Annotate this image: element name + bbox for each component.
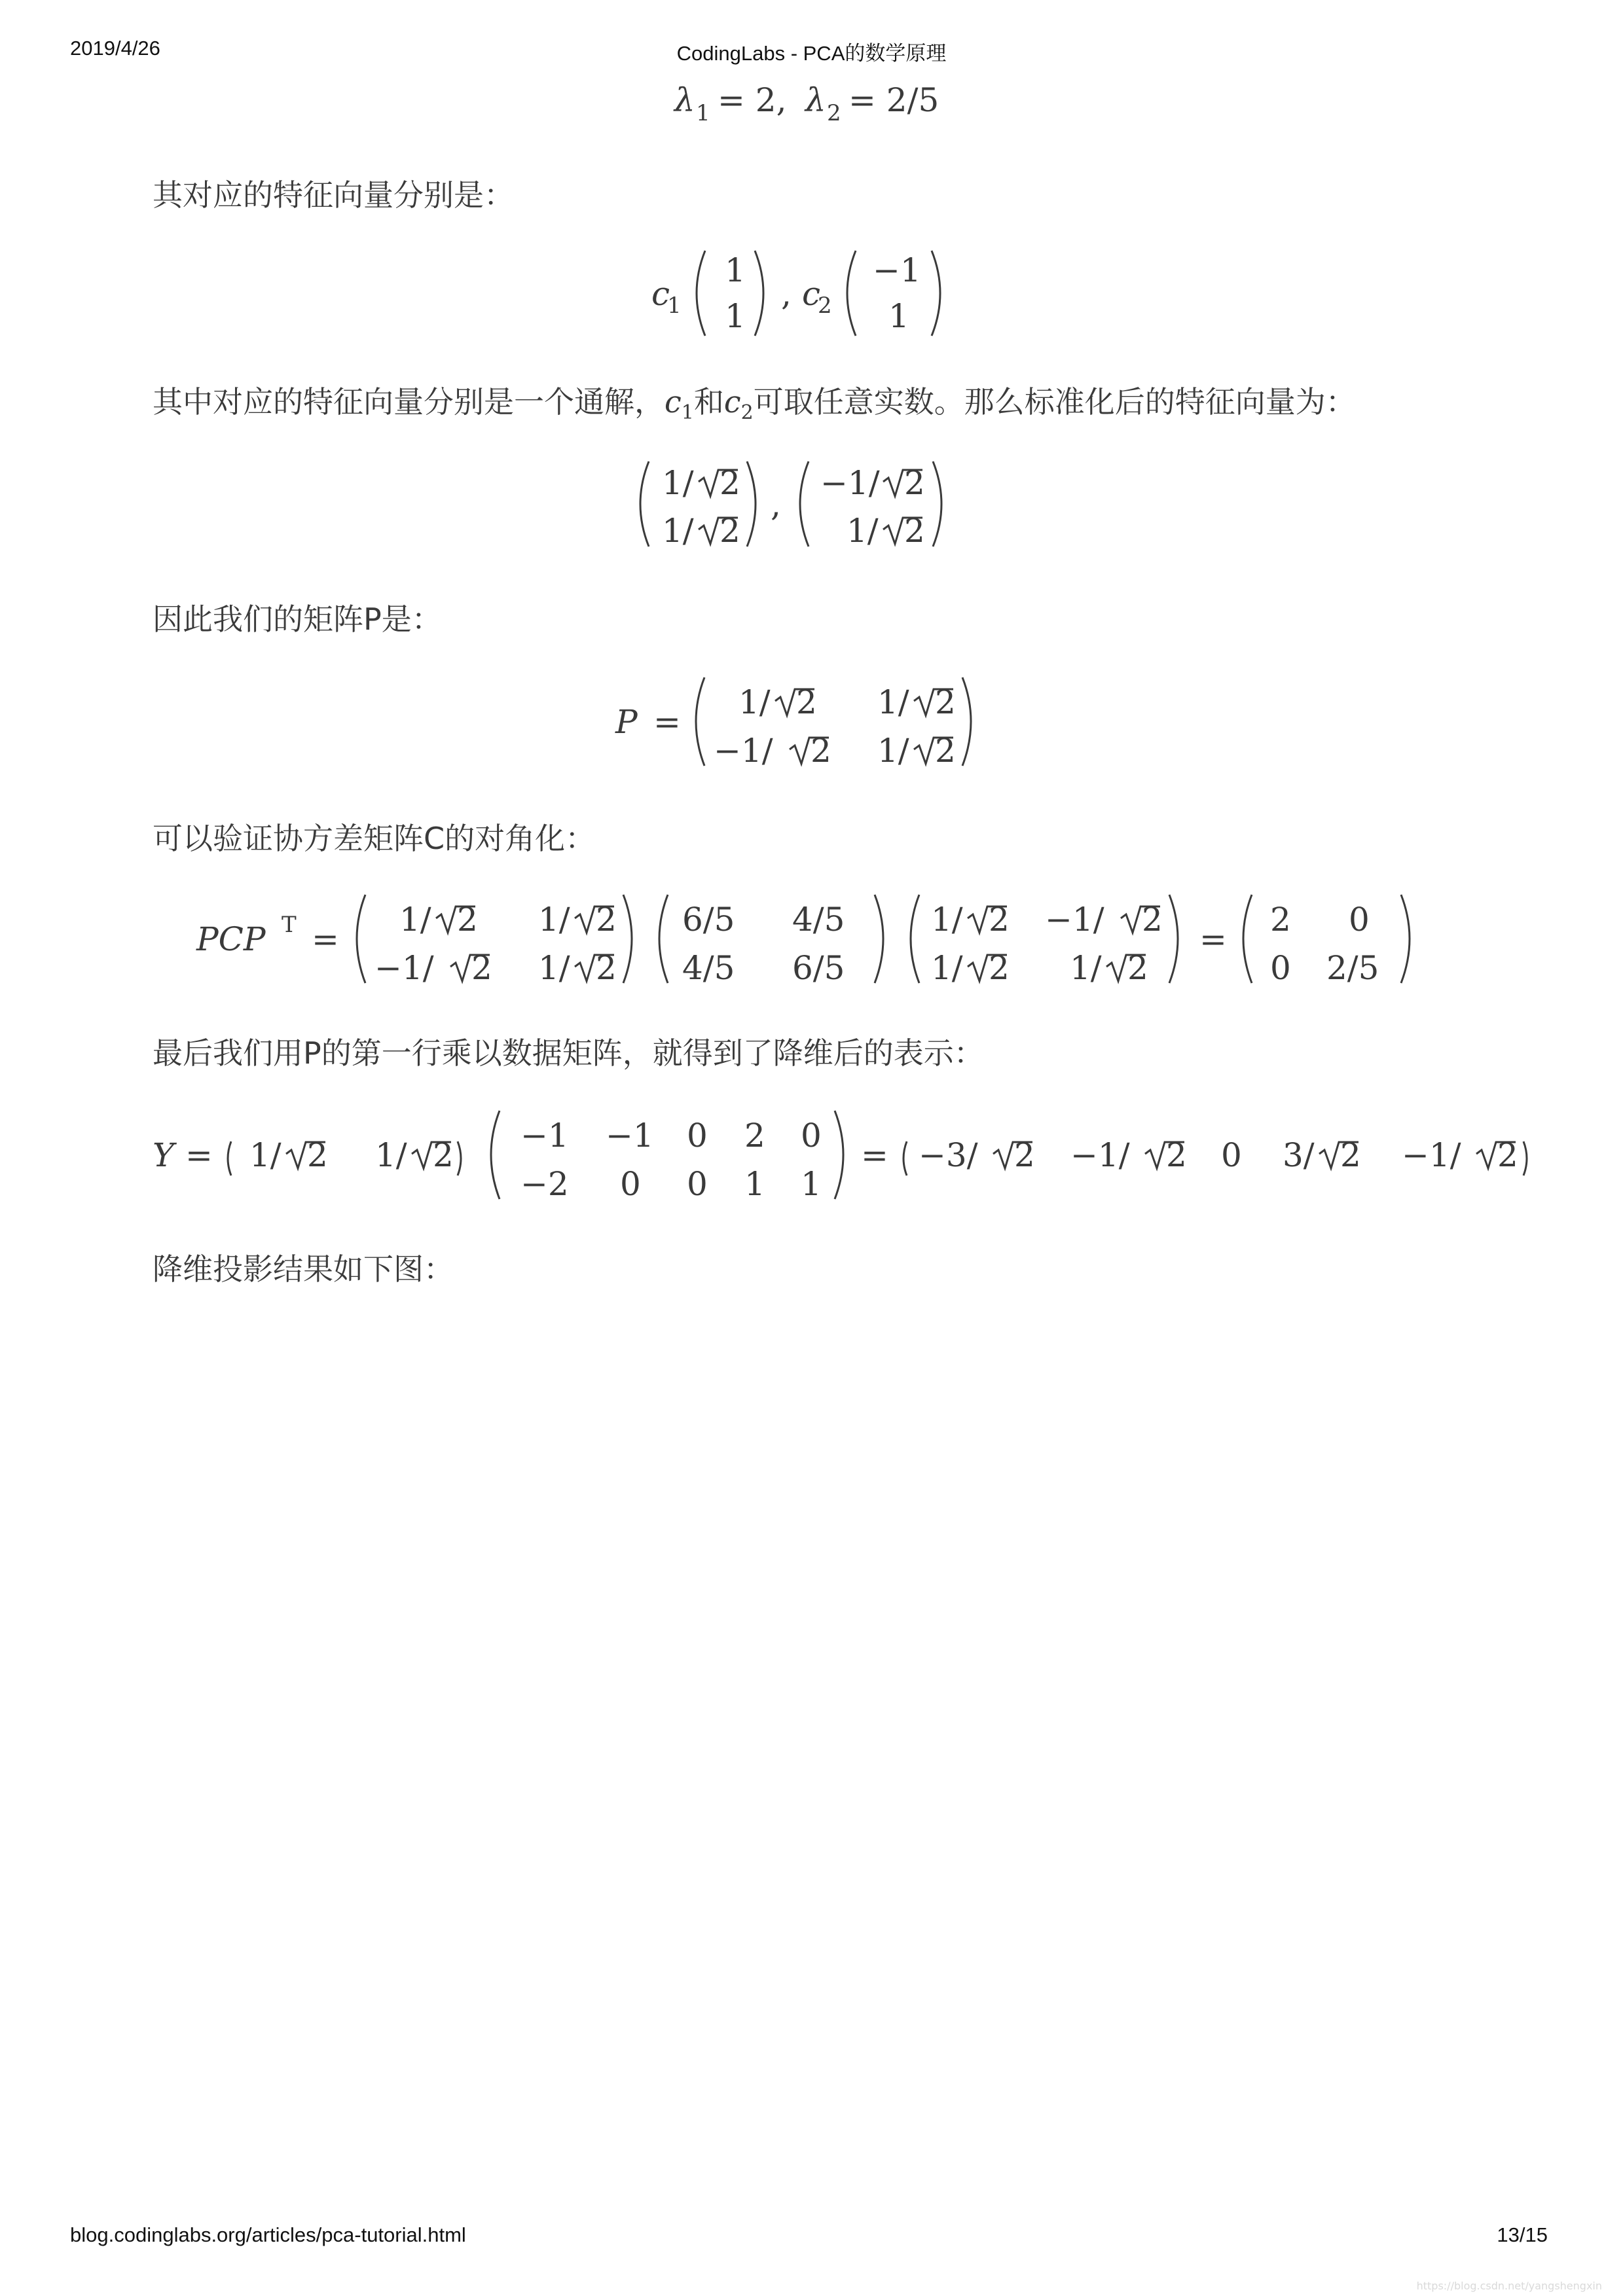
eigenvalue-1: = 2,	[718, 81, 787, 119]
inline-c1: $c_1$	[665, 384, 694, 425]
diag-m3-r2c1-radicand: 2	[989, 949, 1010, 987]
general-solution-b: 可取任意实数。那么标准化后的特征向量为：	[753, 384, 1356, 420]
reduce-data-r2c5: 1	[801, 1165, 822, 1203]
reduce-result-left-paren	[903, 1141, 907, 1175]
diag-eq-1: =	[312, 920, 339, 958]
matrix-p-left-paren	[696, 677, 704, 766]
c2-sub: 2	[818, 293, 832, 319]
reduce-row-right-paren	[458, 1141, 461, 1175]
nvec1-left-paren	[640, 461, 649, 547]
nvec2-bottom: 1/	[847, 512, 879, 550]
nvec2-top: −1/	[820, 464, 880, 502]
vec2-right-paren	[932, 251, 940, 336]
diag-m1-r1c2-radicand: 2	[596, 901, 617, 939]
diag-m3-right-paren	[1169, 895, 1178, 983]
reduce-result-c5-radicand: 2	[1497, 1136, 1518, 1174]
general-solution-a: 其中对应的特征向量分别是一个通解，	[153, 384, 665, 420]
diag-result-left-paren	[1243, 895, 1252, 983]
footer-url: blog.codinglabs.org/articles/pca-tutorial.html	[70, 2223, 466, 2246]
eigenvalue-2: = 2/5	[848, 81, 939, 119]
reduce-row-c2: 1/	[375, 1136, 407, 1174]
reduce-row-c2-radicand: 2	[433, 1136, 454, 1174]
inline-c2: $c_2$	[723, 384, 754, 425]
eigenvectors-formula	[651, 247, 959, 346]
diag-m1-right-paren	[623, 895, 632, 983]
reduce-data-r1c5: 0	[801, 1117, 822, 1155]
matrix-p-r1c1: 1/	[739, 683, 771, 721]
verify-intro: 可以验证协方差矩阵C的对角化：	[153, 821, 596, 856]
reduce-eq-2: =	[861, 1136, 888, 1174]
reduce-result-c1: −3/	[919, 1136, 978, 1174]
diag-m3-r1c2: −1/	[1045, 901, 1104, 939]
reduce-data-r1c4: 2	[744, 1117, 765, 1155]
reduce-result-c1-radicand: 2	[1014, 1136, 1035, 1174]
nvec-comma: ,	[771, 486, 781, 524]
diag-m2-left-paren	[659, 895, 668, 983]
diag-m3-r1c1: 1/	[931, 901, 963, 939]
matrix-p-r2c2: 1/	[877, 732, 909, 770]
diag-m2-r2c1: 4/5	[682, 949, 735, 987]
diag-transpose: T	[282, 912, 297, 938]
diag-m3-r2c2-radicand: 2	[1127, 949, 1148, 987]
nvec1-top: 1/	[662, 464, 694, 502]
diag-m1-r2c1: −1/	[374, 949, 434, 987]
diag-m1-left-paren	[357, 895, 365, 983]
matrix-p-formula	[615, 674, 1008, 776]
reduce-row-c1-radicand: 2	[307, 1136, 328, 1174]
diag-m3-r1c1-radicand: 2	[989, 901, 1010, 939]
matrix-p-r1c2-radicand: 2	[935, 683, 956, 721]
reduce-result-c2: −1/	[1070, 1136, 1130, 1174]
vec1-right-paren	[755, 251, 763, 336]
vec-comma: ,	[781, 275, 792, 313]
page-title: CodingLabs - PCA的数学原理	[676, 42, 947, 65]
reduce-eq-1: =	[185, 1136, 213, 1174]
diag-m2-r2c2: 6/5	[792, 949, 845, 987]
diag-m1-r2c2-radicand: 2	[596, 949, 617, 987]
normalized-vectors-formula	[630, 458, 997, 556]
diag-result-r1c1: 2	[1270, 901, 1291, 939]
nvec2-left-paren	[800, 461, 809, 547]
diag-m1-r1c2: 1/	[538, 901, 570, 939]
csdn-watermark: https://blog.csdn.net/yangshengxin	[1416, 2280, 1602, 2292]
print-date: 2019/4/26	[70, 37, 160, 60]
c1-var: c	[651, 275, 670, 313]
nvec2-top-radicand: 2	[904, 464, 925, 502]
vec1-bottom: 1	[725, 297, 746, 335]
reduce-intro: 最后我们用P的第一行乘以数据矩阵，就得到了降维后的表示：	[153, 1035, 984, 1071]
page-number: 13/15	[1497, 2223, 1548, 2246]
reduce-data-r2c1: −2	[520, 1165, 569, 1203]
reduce-lhs: Y	[153, 1136, 175, 1174]
diag-m3-r2c1: 1/	[931, 949, 963, 987]
nvec1-top-radicand: 2	[720, 464, 740, 502]
diag-m1-r1c1-radicand: 2	[457, 901, 478, 939]
lambda-2-sub: 2	[827, 100, 841, 126]
matrix-p-r2c1-radicand: 2	[811, 732, 831, 770]
matrix-p-intro: 因此我们的矩阵P是：	[153, 601, 442, 637]
diag-m1-r2c2: 1/	[538, 949, 570, 987]
reduce-data-r2c2: 0	[620, 1165, 641, 1203]
reduce-result-c4-radicand: 2	[1340, 1136, 1361, 1174]
reduce-result-right-paren	[1523, 1141, 1527, 1175]
reduce-result-c3: 0	[1221, 1136, 1242, 1174]
reduce-data-r1c2: −1	[606, 1117, 654, 1155]
matrix-p-eq: =	[653, 703, 681, 741]
matrix-p-lhs: P	[615, 703, 638, 741]
diagonalization-formula	[196, 891, 1427, 993]
diag-result-r2c1: 0	[1270, 949, 1291, 987]
reduce-result-c5: −1/	[1402, 1136, 1461, 1174]
c1-sub: 1	[667, 293, 682, 319]
eigenvectors-intro: 其对应的特征向量分别是：	[153, 177, 514, 213]
vec2-left-paren	[847, 251, 856, 336]
nvec2-right-paren	[933, 461, 941, 547]
reduce-data-right-paren	[835, 1111, 843, 1199]
c2-var: c	[802, 275, 821, 313]
diag-m3-r2c2: 1/	[1070, 949, 1102, 987]
eigenvalues-formula	[674, 77, 962, 130]
general-solution-and: 和	[693, 384, 724, 420]
diag-result-right-paren	[1401, 895, 1410, 983]
diag-m1-r2c1-radicand: 2	[471, 949, 492, 987]
nvec1-bottom: 1/	[662, 512, 694, 550]
reduce-data-r1c3: 0	[687, 1117, 708, 1155]
reduce-data-r1c1: −1	[520, 1117, 569, 1155]
diag-lhs: PCP	[196, 920, 266, 958]
matrix-p-r2c2-radicand: 2	[935, 732, 956, 770]
nvec1-right-paren	[747, 461, 756, 547]
vec2-bottom: 1	[888, 297, 909, 335]
projection-intro: 降维投影结果如下图：	[153, 1251, 454, 1287]
diag-m1-r1c1: 1/	[399, 901, 431, 939]
reduce-data-left-paren	[491, 1111, 500, 1199]
diag-m2-r1c1: 6/5	[682, 901, 735, 939]
reduction-formula	[153, 1107, 1547, 1209]
lambda-2: λ	[805, 81, 826, 119]
diag-m3-left-paren	[911, 895, 919, 983]
reduce-result-c4: 3/	[1283, 1136, 1315, 1174]
matrix-p-r1c2: 1/	[877, 683, 909, 721]
lambda-1: λ	[674, 81, 695, 119]
matrix-p-right-paren	[962, 677, 971, 766]
vec2-top: −1	[873, 251, 921, 289]
reduce-data-r2c3: 0	[687, 1165, 708, 1203]
reduce-row-left-paren	[228, 1141, 231, 1175]
matrix-p-r1c1-radicand: 2	[796, 683, 817, 721]
lambda-1-sub: 1	[696, 100, 710, 126]
reduce-data-r2c4: 1	[744, 1165, 765, 1203]
reduce-row-c1: 1/	[249, 1136, 282, 1174]
diag-m3-r1c2-radicand: 2	[1142, 901, 1163, 939]
general-solution-text	[153, 378, 1356, 424]
vec1-left-paren	[697, 251, 705, 336]
diag-eq-2: =	[1199, 920, 1227, 958]
matrix-p-r2c1: −1/	[714, 732, 773, 770]
vec1-top: 1	[725, 251, 746, 289]
nvec1-bottom-radicand: 2	[720, 512, 740, 550]
reduce-result-c2-radicand: 2	[1166, 1136, 1187, 1174]
diag-result-r2c2: 2/5	[1326, 949, 1379, 987]
diag-m2-r1c2: 4/5	[792, 901, 845, 939]
diag-result-r1c2: 0	[1349, 901, 1370, 939]
diag-m2-right-paren	[875, 895, 883, 983]
nvec2-bottom-radicand: 2	[904, 512, 925, 550]
